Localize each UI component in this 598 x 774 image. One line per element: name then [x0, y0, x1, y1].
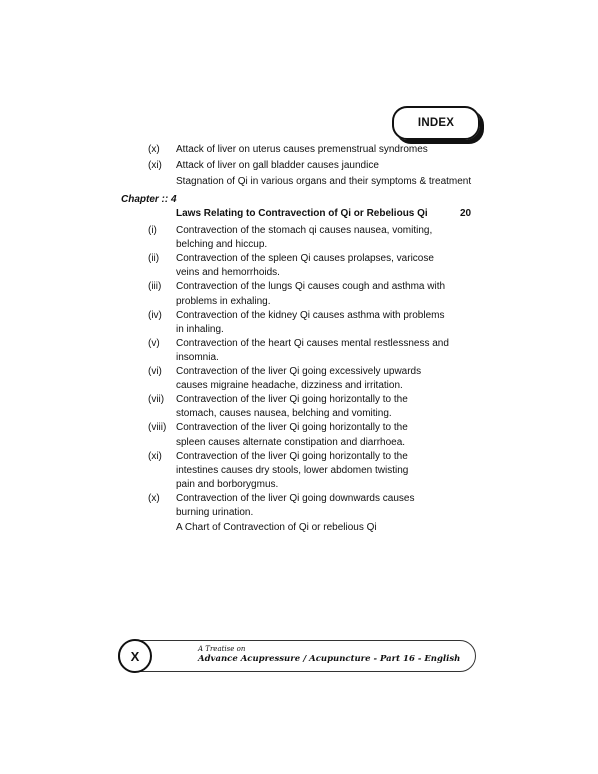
list-item-number: (i) [148, 225, 157, 236]
list-item-text: Contravection of the liver Qi going horizontally to the [176, 422, 408, 434]
chapter-page-number: 20 [460, 208, 472, 219]
list-item-text: Stagnation of Qi in various organs and their symptoms & treatment [176, 176, 472, 187]
page-number-badge: X [118, 639, 152, 673]
list-item-text: causes migraine headache, dizziness and irritation. [176, 380, 403, 392]
list-item-text: Contravection of the heart Qi causes mental restlessness and [176, 337, 449, 349]
footer-subtitle: A Treatise on [198, 645, 246, 653]
list-item-text: Contravection of the liver Qi going horizontally to the [176, 394, 408, 406]
list-item-text: Attack of liver on uterus causes premenstrual syndromes [176, 144, 428, 155]
index-label: INDEX [392, 106, 480, 140]
list-item-text: insomnia. [176, 351, 219, 363]
list-item-number: (xi) [148, 160, 162, 171]
list-item-text: belching and hiccup. [176, 239, 268, 251]
list-item-text: Attack of liver on gall bladder causes jaundice [176, 160, 379, 171]
list-item-text: Contravection of the kidney Qi causes asthma with problems [176, 309, 445, 321]
chapter-title: Laws Relating to Contravection of Qi or Rebelious Qi [176, 208, 428, 219]
list-item-text: Contravection of the liver Qi going horizontally to the [176, 450, 408, 462]
chapter-label: Chapter :: 4 [121, 194, 177, 205]
list-item-number: (x) [148, 144, 160, 155]
list-item-text: Contravection of the liver Qi going excessively upwards [176, 366, 422, 377]
list-item-number: (x) [148, 492, 160, 504]
list-item-text: spleen causes alternate constipation and diarrhoea. [176, 436, 406, 448]
list-item-text: Contravection of the lungs Qi causes cough and asthma with [176, 281, 446, 293]
list-item-text: pain and borborygmus. [176, 478, 279, 490]
list-item-number: (vi) [148, 366, 162, 377]
list-item-text: Contravection of the spleen Qi causes prolapses, varicose [176, 253, 434, 265]
list-item-number: (v) [148, 337, 160, 349]
list-item-number: (viii) [148, 422, 167, 434]
list-item-text: Contravection of the liver Qi going downwards causes [176, 492, 415, 504]
list-item-text: stomach, causes nausea, belching and vomiting. [176, 408, 392, 420]
list-item-number: (xi) [148, 450, 162, 462]
list-item-text: problems in exhaling. [176, 295, 271, 307]
list-item-text: in inhaling. [176, 323, 224, 335]
chart-entry: A Chart of Contravection of Qi or rebelious Qi [176, 522, 377, 533]
list-item-number: (iv) [148, 309, 162, 321]
list-item-text: intestines causes dry stools, lower abdomen twisting [176, 464, 409, 476]
list-item-number: (ii) [148, 253, 160, 265]
list-item-text: Contravection of the stomach qi causes nausea, vomiting, [176, 225, 433, 236]
list-item-text: burning urination. [176, 507, 254, 518]
list-item-text: veins and hemorrhoids. [176, 267, 280, 279]
list-item-number: (iii) [148, 281, 162, 293]
footer-title: Advance Acupressure / Acupuncture - Part 16 - English [198, 654, 461, 664]
list-item-number: (vii) [148, 394, 165, 406]
